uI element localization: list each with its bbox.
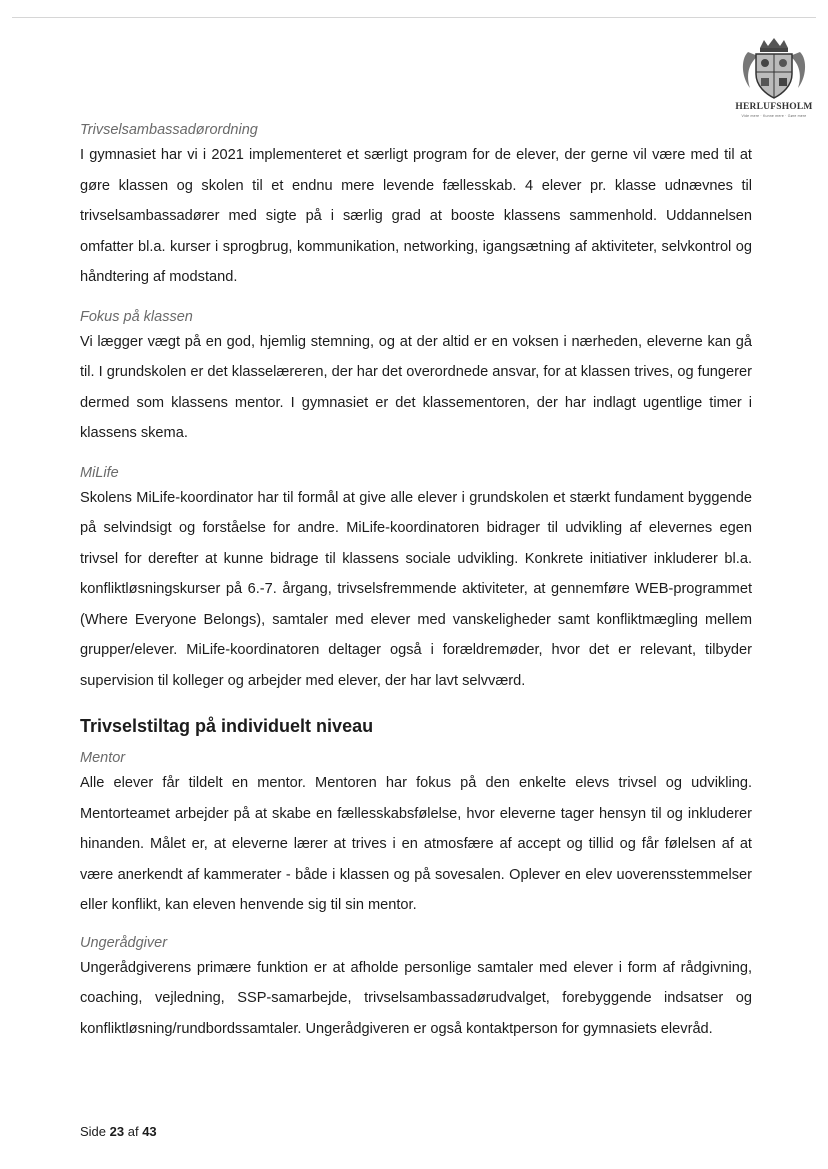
logo-motto: Vide mere · Kunne mere · Gøre mere: [741, 114, 807, 118]
section-mentor: [80, 748, 752, 921]
section-trivselsambassador: [80, 120, 752, 293]
page-separator: af: [124, 1124, 143, 1139]
section-heading: MiLife: [80, 464, 119, 481]
section-paragraph: Vi lægger vægt på en god, hjemlig stemning, og at der altid er en voksen i nærheden, eleverne kan gå til. I grundskolen er det klasselæreren, der har det overordnede ansvar, for at klassen trives, og fungerer dermed som klassens mentor. I gymnasiet er det klassementoren, der har indlagt ugentlige timer i klassens skema.: [80, 333, 752, 441]
section-paragraph: Alle elever får tildelt en mentor. Mentoren har fokus på den enkelte elevs trivsel og udvikling. Mentorteamet arbejder på at skabe en fællesskabsfølelse, hvor eleverne tager hensyn til og inkluderer hinanden. Målet er, at eleverne lærer at trives i en atmosfære af accept og tillid og får følelsen af at være anerkendt af kammerater - både i klassen og på sovesalen. Oplever en elev uoverensstemmelser eller konflikt, kan eleven henvende sig til sin mentor.: [80, 775, 752, 913]
page-number: [80, 1124, 157, 1139]
section-paragraph: Ungerådgiverens primære funktion er at afholde personlige samtaler med elever i form af rådgivning, coaching, vejledning, SSP-samarbejde, trivselsambassadørudvalget, forebyggende indsatser og konfliktløsning/rundbordssamtaler. Ungerådgiveren er også kontaktperson for gymnasiets elevråd.: [80, 959, 752, 1037]
total-pages: 43: [142, 1124, 157, 1139]
chapter-heading: Trivselstiltag på individuelt niveau: [80, 716, 374, 736]
section-fokus-paa-klassen: [80, 307, 752, 449]
section-heading: Mentor: [80, 750, 126, 766]
school-logo: [734, 38, 814, 122]
page-content: [80, 120, 752, 1044]
logo-wordmark: HERLUFSHOLM: [735, 102, 813, 112]
page-label: Side: [80, 1124, 110, 1139]
section-heading: Ungerådgiver: [80, 934, 168, 951]
section-paragraph: Skolens MiLife-koordinator har til formål at give alle elever i grundskolen et stærkt fundament byggende på selvindsigt og forståelse for andre. MiLife-koordinatoren bidrager til udvikling af elevernes egen trivsel for derefter at kunne bidrage til klassens sociale udvikling. Konkrete initiativer inkluderer bl.a. konfliktløsningskurser på 6.-7. årgang, trivselsfremmende aktiviteter, at gennemføre WEB-programmet (Where Everyone Belongs), samtaler med elever med vanskeligheder samt konfliktmægling mellem grupper/elever. MiLife-koordinatoren deltager også i forældremøder, hvor det er relevant, tilbyder supervision til kolleger og arbejder med elever, der har lavt selvværd.: [80, 489, 752, 689]
section-paragraph: I gymnasiet har vi i 2021 implementeret et særligt program for de elever, der gerne vil være med til at gøre klassen og skolen til et endnu mere levende fællesskab. 4 elever pr. klasse udnævnes til trivselsambassadører med sigte på i særlig grad at booste klassens sammenhold. Uddannelsen omfatter bl.a. kurser i sprogbrug, kommunikation, networking, igangsætning af aktiviteter, selvkontrol og håndtering af modstand.: [80, 147, 752, 285]
section-heading: Trivselsambassadørordning: [80, 122, 258, 138]
coat-of-arms-icon: [734, 38, 814, 102]
current-page: 23: [109, 1124, 125, 1139]
section-heading: Fokus på klassen: [80, 308, 193, 325]
header-rule: [12, 17, 816, 18]
section-milife: [80, 463, 752, 697]
section-ungeraadgiver: [80, 933, 752, 1045]
